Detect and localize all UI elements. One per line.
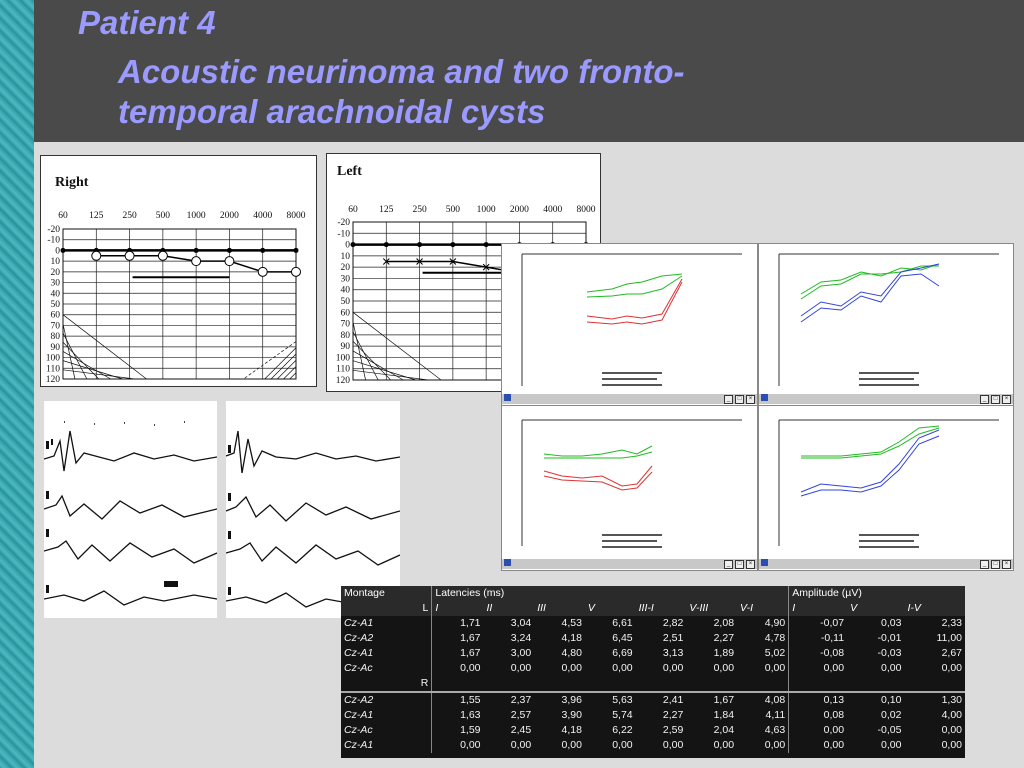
- latency-cell: 4,90: [764, 617, 786, 629]
- montage-cell: Cz-A1: [344, 709, 374, 721]
- amplitude-cell: 0,00: [941, 662, 962, 674]
- abr-waveform-scan-left: [44, 401, 217, 618]
- table-row: [341, 676, 965, 692]
- amplitude-cell: -0,08: [789, 646, 847, 661]
- amplitude-cell: 0,02: [881, 709, 902, 721]
- table-row: [341, 646, 965, 661]
- amplitude-column-header: V: [847, 601, 904, 616]
- latency-cell: 4,78: [764, 632, 786, 644]
- montage-cell: Cz-A2: [341, 692, 432, 708]
- reference-point: [194, 248, 199, 253]
- frequency-tick-label: 8000: [576, 205, 596, 215]
- montage-cell: Cz-A1: [344, 617, 374, 629]
- level-tick-label: 100: [45, 353, 60, 364]
- audiogram-title: Left: [337, 164, 362, 179]
- column-header-montage: Montage: [341, 586, 432, 601]
- level-tick-label: 50: [50, 300, 60, 310]
- level-tick-label: -10: [47, 235, 60, 246]
- level-tick-label: 10: [340, 251, 350, 262]
- frequency-tick-label: 125: [89, 211, 104, 221]
- latency-cell: 1,67: [432, 646, 484, 661]
- montage-cell: Cz-A1: [344, 739, 374, 751]
- table-row: [341, 631, 965, 646]
- latency-cell: 3,00: [510, 647, 532, 659]
- latency-column-header: V-I: [737, 601, 789, 616]
- decorative-texture-strip: [0, 0, 34, 768]
- audiogram-right: [40, 155, 317, 387]
- amplitude-cell: 0,13: [789, 692, 847, 708]
- air-conduction-point: [292, 267, 301, 276]
- frequency-tick-label: 8000: [286, 211, 306, 221]
- amplitude-cell: 0,00: [941, 724, 962, 736]
- side-label-left: L: [341, 601, 432, 616]
- latency-cell: 3,13: [662, 647, 684, 659]
- side-label-right: R: [420, 677, 429, 689]
- latency-cell: 0,00: [510, 739, 532, 751]
- abr-plot-4: [759, 406, 1013, 559]
- amplitude-cell: 2,33: [941, 617, 962, 629]
- latency-cell: 3,04: [510, 617, 532, 629]
- amplitude-cell: 4,00: [941, 709, 962, 721]
- level-tick-label: 60: [50, 310, 60, 321]
- reference-point: [351, 242, 356, 247]
- table-row: [341, 601, 965, 616]
- table-row: [341, 738, 965, 753]
- latency-cell: 5,63: [585, 692, 636, 708]
- frequency-tick-label: 4000: [253, 211, 273, 221]
- table-cell: [585, 676, 636, 692]
- latency-cell: 0,00: [662, 739, 684, 751]
- table-row: [341, 586, 965, 601]
- audiogram-title: Right: [55, 175, 89, 190]
- latency-column-header: I: [432, 601, 484, 616]
- abr-window-3: [501, 405, 758, 571]
- air-conduction-point: [158, 251, 167, 260]
- level-tick-label: 30: [50, 278, 60, 289]
- table-cell: [534, 676, 585, 692]
- table-row: [341, 708, 965, 723]
- table-cell: [432, 676, 484, 692]
- latency-cell: 0,00: [662, 662, 684, 674]
- abr-window-4: [758, 405, 1014, 571]
- reference-point: [384, 242, 389, 247]
- latency-cell: 2,27: [713, 632, 735, 644]
- frequency-tick-label: 250: [412, 205, 427, 215]
- latency-cell: 6,61: [612, 617, 633, 629]
- window-title-bar[interactable]: _ □ ×: [759, 559, 1013, 569]
- latency-cell: 2,51: [662, 632, 684, 644]
- latency-cell: 0,00: [764, 662, 786, 674]
- latency-cell: 3,90: [561, 709, 582, 721]
- amplitude-cell: 0,00: [881, 662, 902, 674]
- reference-point: [227, 248, 232, 253]
- amplitude-cell: 0,10: [847, 692, 904, 708]
- slide-subtitle: [118, 52, 685, 132]
- results-table: [341, 586, 965, 753]
- montage-cell: Cz-A1: [344, 647, 374, 659]
- level-tick-label: 110: [46, 364, 60, 375]
- latency-cell: 2,08: [713, 617, 735, 629]
- latency-cell: 3,24: [510, 632, 532, 644]
- latency-cell: 2,41: [636, 692, 687, 708]
- level-tick-label: 100: [335, 353, 350, 364]
- table-cell: [636, 676, 687, 692]
- subtitle-line-1: Acoustic neurinoma and two fronto-: [118, 53, 685, 90]
- latency-column-header: V: [585, 601, 636, 616]
- audiogram-right-svg: [41, 156, 316, 386]
- amplitude-cell: -0,03: [877, 647, 902, 659]
- table-cell: [847, 676, 904, 692]
- amplitude-cell: 0,08: [789, 708, 847, 723]
- latency-cell: 6,69: [612, 647, 633, 659]
- latency-cell: 0,00: [561, 662, 582, 674]
- frequency-tick-label: 500: [155, 211, 170, 221]
- air-conduction-point: [125, 251, 134, 260]
- latency-cell: 2,59: [662, 724, 684, 736]
- abr-results-table: [341, 586, 965, 758]
- latency-cell: 2,27: [662, 709, 684, 721]
- level-tick-label: 40: [50, 289, 60, 300]
- air-conduction-point: [225, 257, 234, 266]
- table-cell: [686, 676, 737, 692]
- level-tick-label: -10: [337, 229, 350, 240]
- latency-cell: 1,67: [432, 631, 484, 646]
- latency-column-header: III-I: [636, 601, 687, 616]
- latency-cell: 1,55: [432, 692, 484, 708]
- latency-cell: 4,11: [765, 709, 786, 721]
- latency-cell: 1,67: [686, 692, 737, 708]
- latency-cell: 2,45: [510, 724, 532, 736]
- latency-cell: 2,82: [662, 617, 684, 629]
- frequency-tick-label: 4000: [543, 205, 563, 215]
- amplitude-cell: -0,01: [877, 632, 902, 644]
- frequency-tick-label: 125: [379, 205, 394, 215]
- montage-cell: Cz-Ac: [344, 724, 373, 736]
- latency-cell: 6,22: [612, 724, 633, 736]
- level-tick-label: 0: [55, 246, 60, 257]
- latency-cell: 0,00: [510, 662, 532, 674]
- level-tick-label: 60: [340, 308, 350, 319]
- amplitude-cell: -0,07: [789, 616, 847, 631]
- amplitude-cell: 2,67: [941, 647, 962, 659]
- latency-cell: 4,18: [561, 724, 582, 736]
- level-tick-label: 70: [340, 319, 350, 330]
- table-cell: [484, 676, 535, 692]
- frequency-tick-label: 2000: [509, 205, 529, 215]
- reference-point: [484, 242, 489, 247]
- latency-cell: 6,45: [612, 632, 633, 644]
- abr-plot-2: [759, 244, 1013, 394]
- level-tick-label: 40: [340, 285, 350, 296]
- latency-cell: 1,89: [713, 647, 735, 659]
- latency-cell: 0,00: [713, 739, 735, 751]
- level-tick-label: 20: [340, 263, 350, 274]
- latency-cell: 4,53: [561, 617, 582, 629]
- latency-cell: 0,00: [612, 739, 633, 751]
- window-title-bar[interactable]: _ □ ×: [502, 394, 757, 404]
- frequency-tick-label: 250: [122, 211, 137, 221]
- latency-cell: 0,00: [764, 739, 786, 751]
- frequency-tick-label: 1000: [476, 205, 496, 215]
- level-tick-label: 90: [340, 342, 350, 353]
- latency-cell: 0,00: [432, 661, 484, 676]
- latency-cell: 5,02: [764, 647, 786, 659]
- latency-cell: 0,00: [561, 739, 582, 751]
- frequency-tick-label: 500: [445, 205, 460, 215]
- amplitude-column-header: I: [789, 601, 847, 616]
- amplitude-cell: 0,00: [941, 739, 962, 751]
- abr-plot-3: [502, 406, 757, 559]
- latency-cell: 4,18: [561, 632, 582, 644]
- level-tick-label: -20: [47, 225, 60, 235]
- amplitude-cell: 1,30: [904, 692, 965, 708]
- subtitle-line-2: temporal arachnoidal cysts: [118, 93, 546, 130]
- latency-cell: 2,57: [510, 709, 532, 721]
- slide-title: Patient 4: [78, 4, 216, 41]
- amplitude-cell: 0,00: [789, 723, 847, 738]
- level-tick-label: 80: [340, 330, 350, 341]
- latency-column-header: II: [484, 601, 535, 616]
- level-tick-label: 120: [335, 376, 350, 386]
- window-title-bar[interactable]: _ □ ×: [502, 559, 757, 569]
- window-title-bar[interactable]: _ □ ×: [759, 394, 1013, 404]
- amplitude-cell: 0,00: [789, 661, 847, 676]
- frequency-tick-label: 1000: [186, 211, 206, 221]
- amplitude-cell: -0,11: [789, 631, 847, 646]
- table-row: [341, 723, 965, 738]
- level-tick-label: 50: [340, 297, 350, 307]
- frequency-tick-label: 2000: [219, 211, 239, 221]
- amplitude-cell: 0,00: [881, 739, 902, 751]
- latency-cell: 1,71: [432, 616, 484, 631]
- latency-cell: 2,04: [713, 724, 735, 736]
- column-header-latencies: Latencies (ms): [432, 586, 789, 601]
- table-cell: [904, 676, 965, 692]
- table-row: [341, 616, 965, 631]
- reference-point: [61, 248, 66, 253]
- air-conduction-point: [92, 251, 101, 260]
- latency-cell: 4,80: [561, 647, 582, 659]
- amplitude-cell: 11,00: [936, 632, 962, 644]
- waveform-traces-1: [44, 401, 217, 618]
- table-row: [341, 692, 965, 708]
- reference-point: [294, 248, 299, 253]
- amplitude-cell: 0,03: [881, 617, 902, 629]
- level-tick-label: 120: [45, 375, 60, 385]
- air-conduction-point: [192, 257, 201, 266]
- amplitude-cell: -0,05: [877, 724, 902, 736]
- title-banner: [34, 0, 1024, 142]
- amplitude-cell: 0,00: [789, 738, 847, 753]
- reference-point: [260, 248, 265, 253]
- level-tick-label: 0: [345, 240, 350, 251]
- latency-cell: 5,74: [612, 709, 633, 721]
- table-row: [341, 661, 965, 676]
- latency-cell: 1,59: [432, 723, 484, 738]
- level-tick-label: 70: [50, 321, 60, 332]
- column-header-amplitude: Amplitude (µV): [789, 586, 965, 601]
- abr-window-1: [501, 243, 758, 406]
- latency-column-header: III: [534, 601, 585, 616]
- latency-cell: 0,00: [432, 738, 484, 753]
- level-tick-label: 90: [50, 342, 60, 353]
- montage-cell: Cz-A2: [344, 632, 374, 644]
- frequency-tick-label: 60: [58, 211, 68, 221]
- latency-cell: 3,96: [534, 692, 585, 708]
- reference-point: [417, 242, 422, 247]
- frequency-tick-label: 60: [348, 205, 358, 215]
- latency-cell: 0,00: [612, 662, 633, 674]
- montage-cell: Cz-Ac: [344, 662, 373, 674]
- latency-column-header: V-III: [686, 601, 737, 616]
- latency-cell: 4,63: [764, 724, 786, 736]
- abr-plot-1: [502, 244, 757, 394]
- abr-window-2: [758, 243, 1014, 406]
- latency-cell: 0,00: [713, 662, 735, 674]
- level-tick-label: -20: [337, 218, 350, 228]
- level-tick-label: 10: [50, 257, 60, 268]
- level-tick-label: 110: [336, 364, 350, 375]
- reference-point: [450, 242, 455, 247]
- table-cell: [789, 676, 847, 692]
- amplitude-column-header: I-V: [904, 601, 965, 616]
- latency-cell: 1,84: [713, 709, 735, 721]
- level-tick-label: 20: [50, 267, 60, 278]
- level-tick-label: 80: [50, 332, 60, 343]
- table-cell: [737, 676, 789, 692]
- latency-cell: 2,37: [484, 692, 535, 708]
- latency-cell: 4,08: [737, 692, 789, 708]
- air-conduction-point: [258, 267, 267, 276]
- latency-cell: 1,63: [432, 708, 484, 723]
- level-tick-label: 30: [340, 274, 350, 285]
